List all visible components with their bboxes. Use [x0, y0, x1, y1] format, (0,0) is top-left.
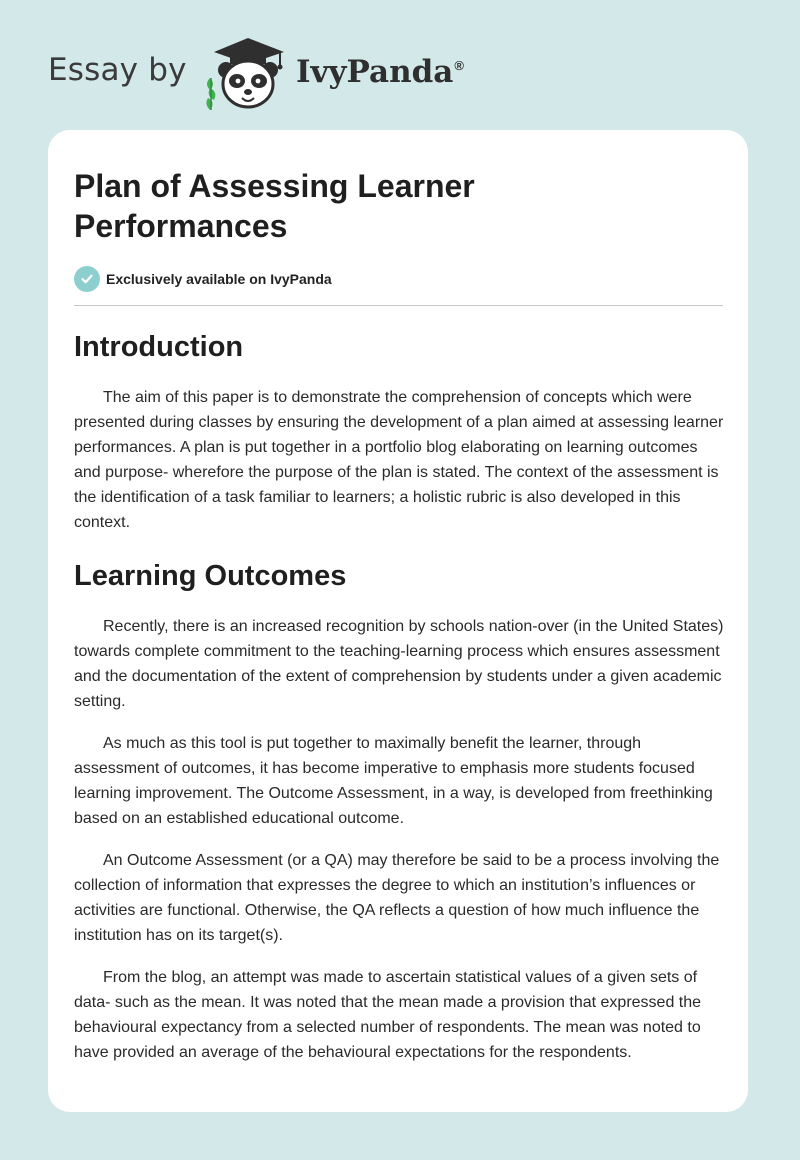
section-heading-learning-outcomes: Learning Outcomes — [74, 560, 347, 592]
section-heading-introduction: Introduction — [74, 331, 244, 363]
exclusive-badge-text: Exclusively available on IvyPanda — [106, 271, 332, 287]
panda-graduate-icon — [200, 34, 292, 114]
essay-title: Plan of Assessing Learner Performances — [74, 168, 475, 244]
exclusive-badge — [74, 266, 724, 292]
paragraph: The aim of this paper is to demonstrate the comprehension of concepts which were presented during classes by ensuring the development of a plan aimed at assessing learner performances. A plan is put together in a portfolio blog elaborating on learning outcomes and purpose- wherefore the purpose of the plan is stated. The context of the assessment is the identification of a task familiar to learners; a holistic rubric is also developed in this context. — [74, 389, 724, 531]
paragraph: Recently, there is an increased recognition by schools nation-over (in the United States) towards complete commitment to the teaching-learning process which ensures assessment and the documentation of the extent of comprehension by students under a given academic setting. — [74, 618, 724, 710]
paragraph: As much as this tool is put together to maximally benefit the learner, through assessment of outcomes, it has become imperative to emphasis more students focused learning improvement. The Outcome Assessment, in a way, is developed from freethinking based on an established educational outcome. — [74, 735, 713, 827]
registered-mark: ® — [454, 58, 464, 73]
essay-by-label: Essay by — [48, 52, 187, 88]
check-icon — [74, 266, 100, 292]
brand-name-text: IvyPanda — [296, 54, 454, 90]
brand-name[interactable] — [296, 54, 464, 90]
paragraph: An Outcome Assessment (or a QA) may therefore be said to be a process involving the collection of information that expresses the degree to which an institution’s influences or activities are functional. Otherwise, the QA reflects a question of how much influence the institution has on its target(s). — [74, 852, 720, 944]
essay-card — [48, 130, 748, 1112]
site-header — [48, 30, 568, 110]
essay-content — [74, 130, 724, 1065]
title-divider — [74, 305, 723, 306]
paragraph: From the blog, an attempt was made to ascertain statistical values of a given sets of data- such as the mean. It was noted that the mean made a provision that expressed the behavioural expectancy from a selected number of respondents. The mean was noted to have provided an average of the behavioural expectations for the respondents. — [74, 969, 702, 1061]
